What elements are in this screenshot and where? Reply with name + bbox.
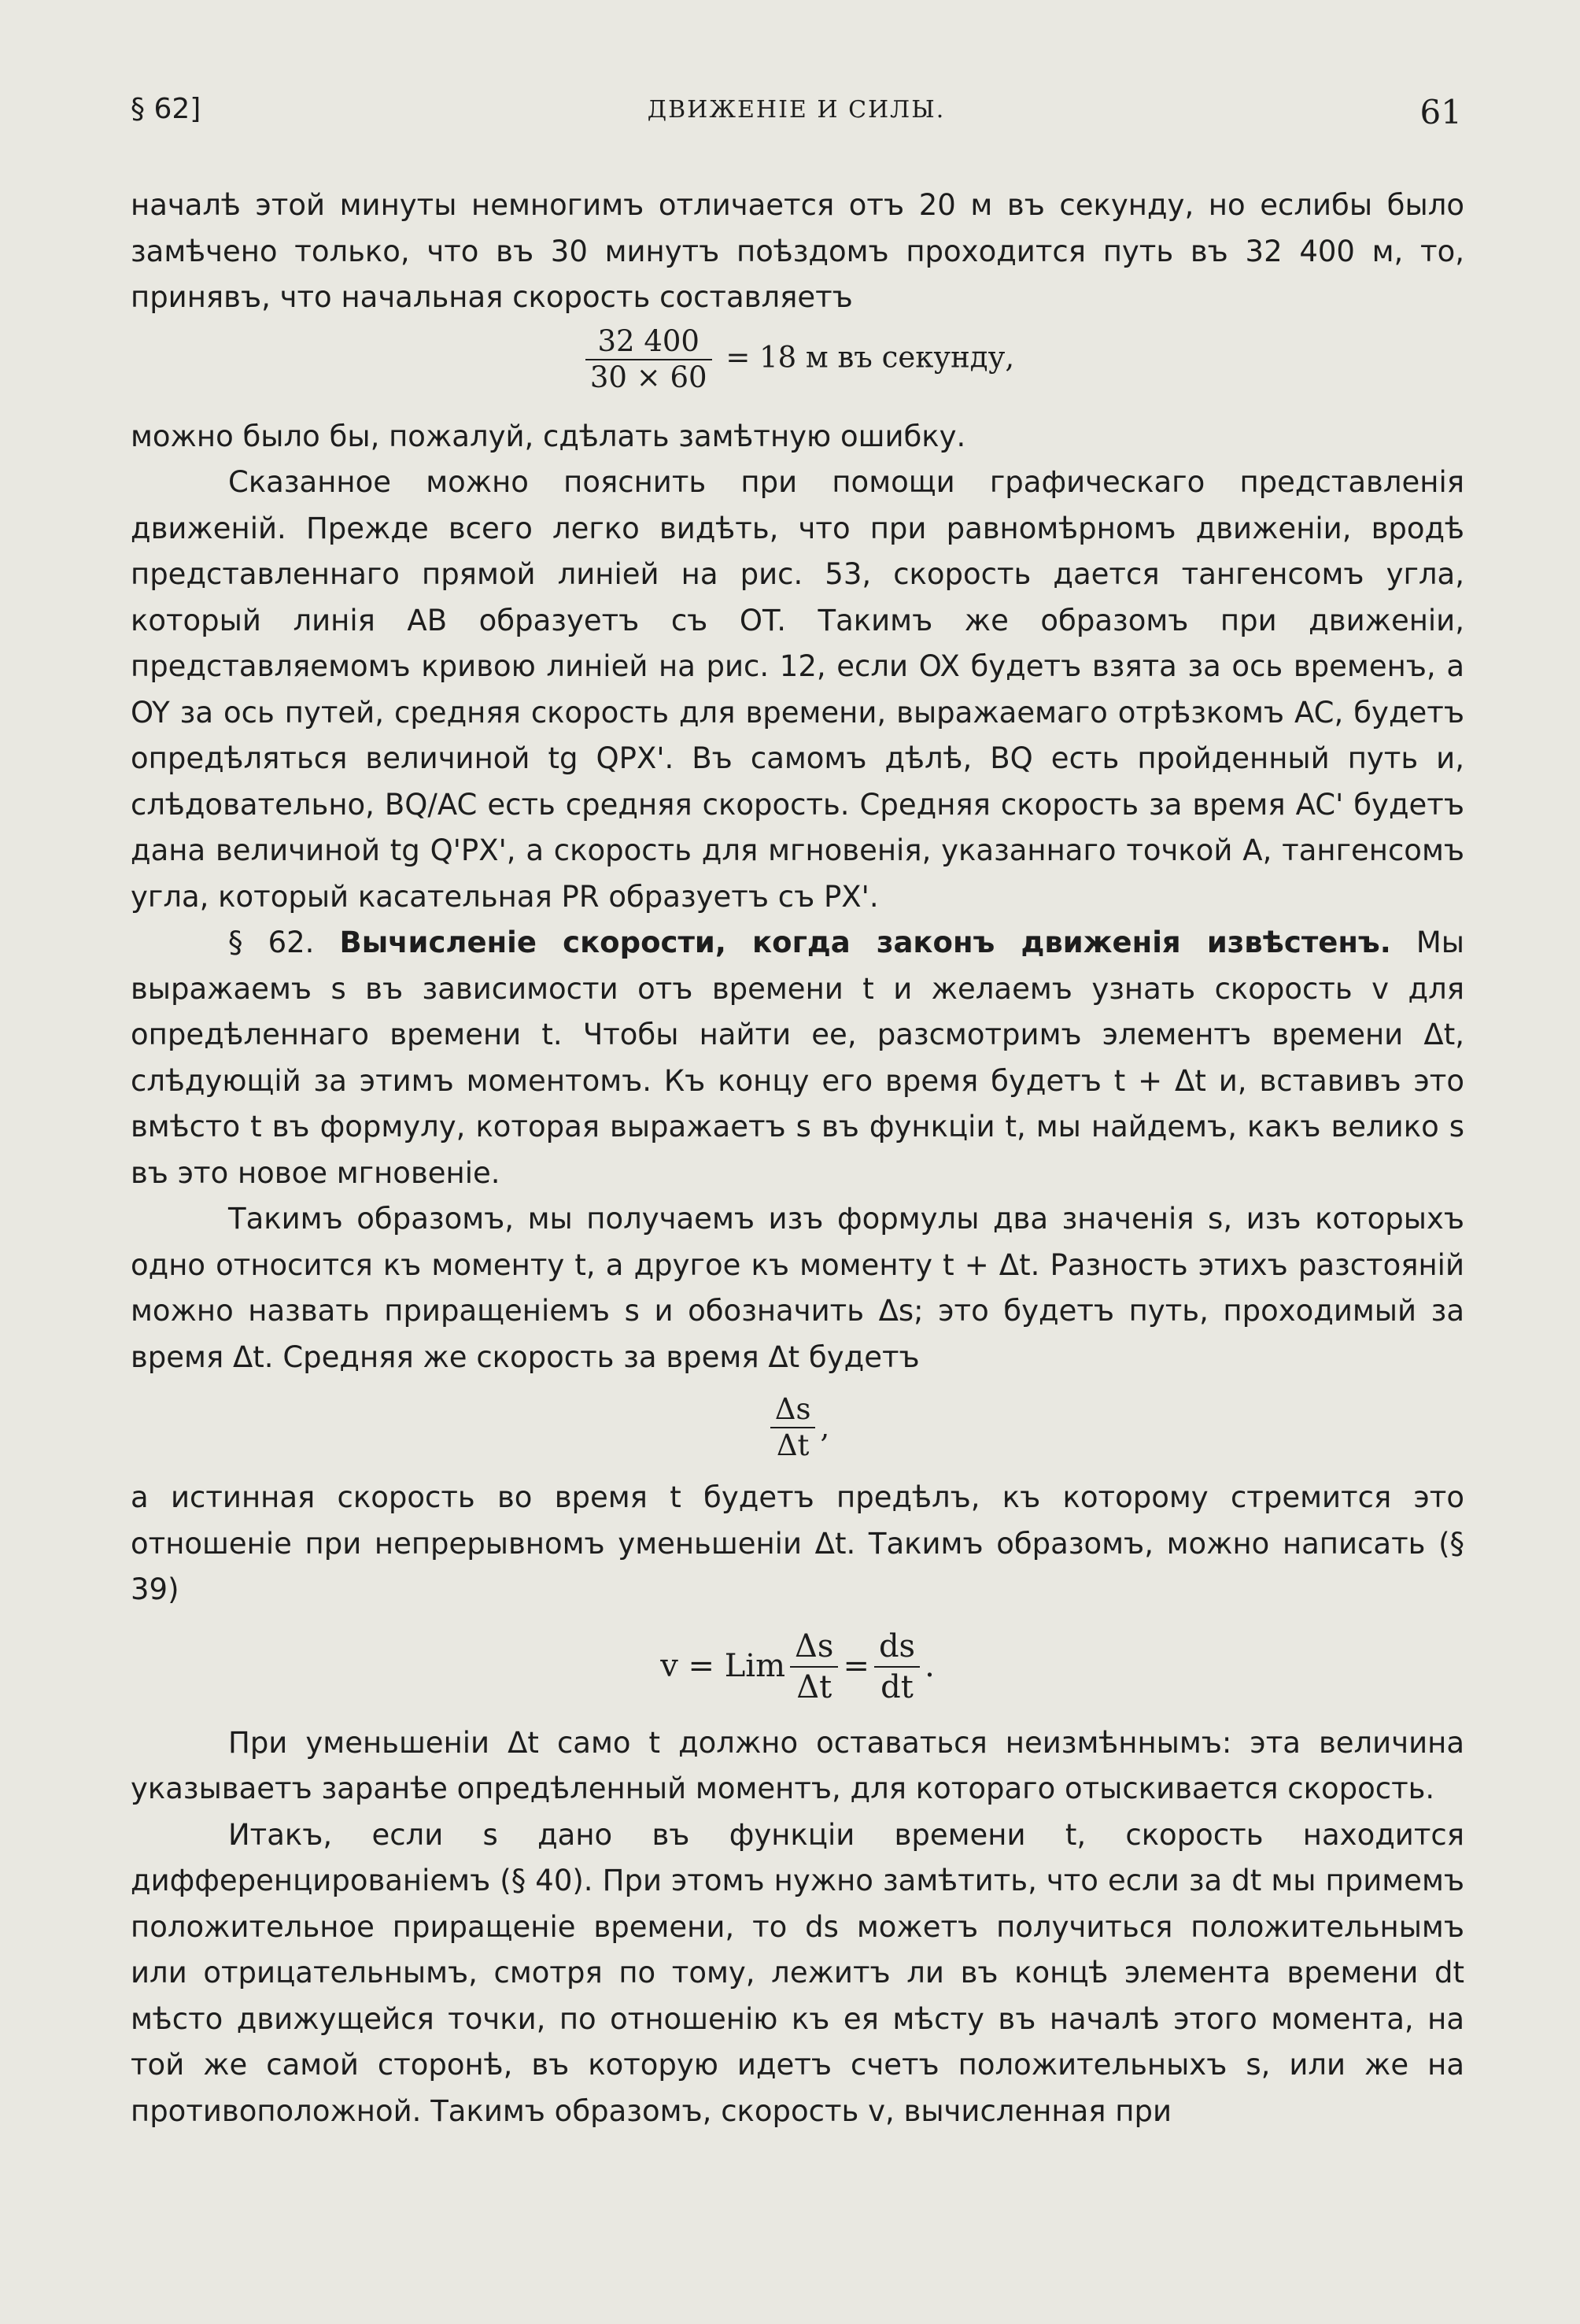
paragraph-end: [131, 414, 1464, 460]
equation-lhs: v = Lim: [660, 1648, 786, 1685]
text-line: было замѣчено только, что въ 30 минутъ поѣздомъ проходится путь въ: [131, 188, 1464, 268]
page-body: [131, 183, 1464, 2134]
text-line: 32 400 м, то, принявъ, что начальная скорость составляетъ: [131, 234, 1464, 314]
paragraph-increment: Такимъ образомъ, мы получаемъ изъ формулы два значенія s, изъ которыхъ одно относится къ моменту t, а другое къ моменту t + Δt. Разность этихъ разстояній можно назвать приращеніемъ s и обозначить Δs; это будетъ путь, проходимый за время Δt. Средняя же скорость за время Δt будетъ: [131, 1202, 1464, 1374]
section-text: Мы выражаемъ s въ зависимости отъ времени t и желаемъ узнать скорость v для опредѣленнаго времени t. Чтобы найти ее, разсмотримъ элементъ времени Δt, слѣдующій за этимъ моментомъ. Къ концу его время будетъ t + Δt и, вставивъ это вмѣсто t въ формулу, которая выражаетъ s въ функціи t, мы найдемъ, какъ велико s въ это новое мгновеніе.: [131, 926, 1465, 1190]
header-section: § 62]: [131, 93, 201, 125]
equation-velocity-limit: [131, 1613, 1464, 1720]
equation-rest: = 18 м въ секунду,: [725, 340, 1015, 374]
paragraph-graphical: Сказанное можно пояснить при помощи графическаго представленія движеній. Прежде всего легко видѣть, что при равномѣрномъ движеніи, вродѣ представленнаго прямой линіей на рис. 53, скорость дается тангенсомъ угла, который линія AB образуетъ съ OT. Такимъ же образомъ при движеніи, представляемомъ кривою линіей на рис. 12, если OX будетъ взята за ось временъ, а OY за ось путей, средняя скорость для времени, выражаемаго отрѣзкомъ AC, будетъ опредѣляться величиной tg QPX'. Въ самомъ дѣлѣ, BQ есть пройденный путь и, слѣдовательно, BQ/AC есть средняя скорость. Средняя скорость за время AC' будетъ дана величиной tg Q'PX', а скорость для мгновенія, указаннаго точкой A, тангенсомъ угла, который касательная PR образуетъ съ PX'.: [131, 465, 1464, 914]
fraction-numerator: Δs: [770, 1392, 816, 1428]
paragraph-fixed-moment: При уменьшеніи Δt само t должно оставаться неизмѣннымъ: эта величина указываетъ заранѣе опредѣленный моментъ, для котораго отыскивается скорость.: [131, 1725, 1464, 1805]
section-number: § 62.: [228, 926, 315, 959]
section-62-paragraph: [131, 920, 1464, 1196]
page-number: 61: [1419, 93, 1462, 131]
section-title: Вычисленіе скорости, когда законъ движенія извѣстенъ.: [339, 926, 1391, 959]
equals-sign: =: [843, 1648, 869, 1685]
running-header: [131, 93, 1462, 140]
equation-mean-speed: [131, 1380, 1464, 1475]
fraction: [770, 1392, 816, 1463]
paragraph-continued: [131, 183, 1464, 321]
fraction-denominator: Δt: [776, 1428, 810, 1462]
text-line: началѣ этой минуты немногимъ отличается отъ 20 м въ секунду, но еслибы: [131, 188, 1373, 222]
text-line: можно было бы, пожалуй, сдѣлать замѣтную ошибку.: [131, 419, 966, 453]
fraction-numerator: ds: [874, 1627, 920, 1668]
fraction-numerator: Δs: [790, 1627, 838, 1668]
fraction: [790, 1627, 838, 1707]
header-title: ДВИЖЕНІЕ И СИЛЫ.: [647, 96, 946, 124]
paragraph-differentiation: Итакъ, если s дано въ функціи времени t, скорость находится дифференцированіемъ (§ 40). При этомъ нужно замѣтить, что если за dt мы примемъ положительное приращеніе времени, то ds можетъ получиться положительнымъ или отрицательнымъ, смотря по тому, лежитъ ли въ концѣ элемента времени dt мѣсто движущейся точки, по отношенію къ ея мѣсту въ началѣ этого момента, на той же самой сторонѣ, въ которую идетъ счетъ положительныхъ s, или же на противоположной. Такимъ образомъ, скорость v, вычисленная при: [131, 1817, 1464, 2128]
equation-rest: ,: [820, 1410, 830, 1444]
fraction-denominator: dt: [880, 1668, 914, 1705]
fraction: [874, 1627, 920, 1707]
equation-end: .: [925, 1648, 935, 1685]
paragraph-limit: а истинная скорость во время t будетъ предѣлъ, къ которому стремится это отношеніе при непрерывномъ уменьшеніи Δt. Такимъ образомъ, можно написать (§ 39): [131, 1480, 1464, 1606]
fraction-numerator: 32 400: [585, 324, 712, 360]
fraction-denominator: 30 × 60: [589, 360, 707, 394]
equation-initial-speed: [131, 321, 1464, 414]
fraction-denominator: Δt: [796, 1668, 832, 1705]
fraction: [585, 324, 712, 395]
